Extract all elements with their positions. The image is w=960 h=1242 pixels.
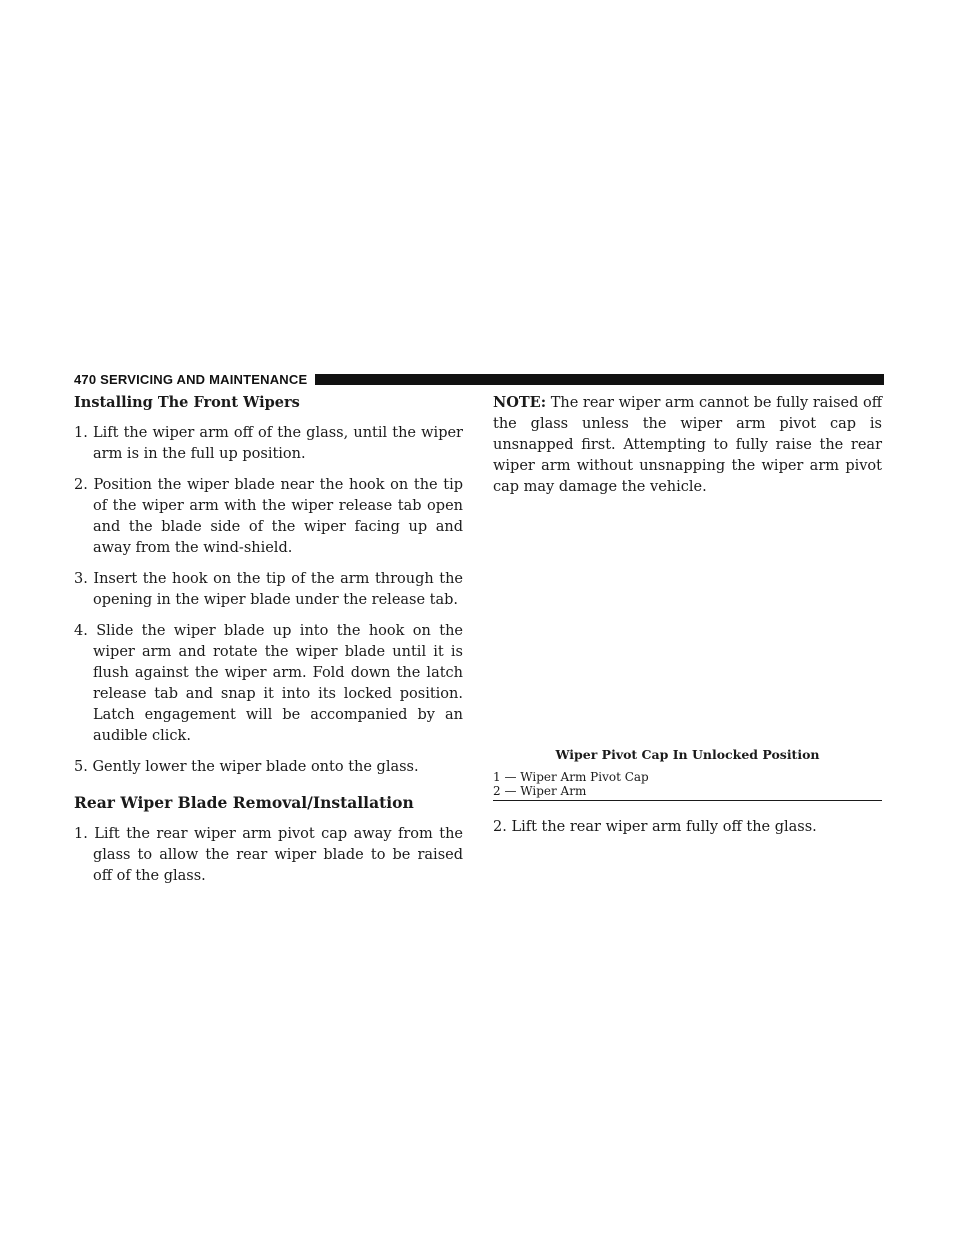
front-wiper-step-1: 1. Lift the wiper arm off of the glass, until the wiper arm is in the full up position. <box>74 425 463 462</box>
page-header-title: 470 SERVICING AND MAINTENANCE <box>74 371 308 387</box>
note-text: The rear wiper arm cannot be fully raised off the glass unless the wiper arm pivot cap is unsnapped first. Attempting to fully raise the rear wiper arm without unsnapping the wiper arm pivot cap may damage the vehicle. <box>493 395 883 495</box>
page-header <box>74 371 884 387</box>
figure-legend <box>493 770 882 801</box>
note-paragraph <box>493 392 882 498</box>
front-wiper-step-2: 2. Position the wiper blade near the hook on the tip of the wiper arm with the wiper release tab open and the blade side of the wiper facing up and away from the wind-shield. <box>74 477 463 556</box>
section-heading-rear-wiper: Rear Wiper Blade Removal/Installation <box>74 793 414 812</box>
figure-caption: Wiper Pivot Cap In Unlocked Position <box>555 747 820 762</box>
note-label: NOTE: <box>493 394 547 411</box>
section-heading-front-wipers: Installing The Front Wipers <box>74 394 300 411</box>
figure-image-area <box>493 498 882 746</box>
rear-wiper-step-1: 1. Lift the rear wiper arm pivot cap away from the glass to allow the rear wiper blade to be raised off of the glass. <box>74 826 463 884</box>
header-rule <box>315 374 884 385</box>
front-wiper-step-3: 3. Insert the hook on the tip of the arm through the opening in the wiper blade under the release tab. <box>74 571 463 608</box>
front-wiper-step-4: 4. Slide the wiper blade up into the hook on the wiper arm and rotate the wiper blade until it is flush against the wiper arm. Fold down the latch release tab and snap it into its locked position. Latch engagement will be accompanied by an audible click. <box>74 623 463 744</box>
left-column <box>74 392 463 897</box>
legend-item: 1 — Wiper Arm Pivot Cap <box>493 770 649 784</box>
rear-wiper-step-2: 2. Lift the rear wiper arm fully off the glass. <box>493 819 817 835</box>
legend-item: 2 — Wiper Arm <box>493 784 587 798</box>
right-column <box>493 392 882 848</box>
front-wiper-step-5: 5. Gently lower the wiper blade onto the glass. <box>74 759 419 775</box>
